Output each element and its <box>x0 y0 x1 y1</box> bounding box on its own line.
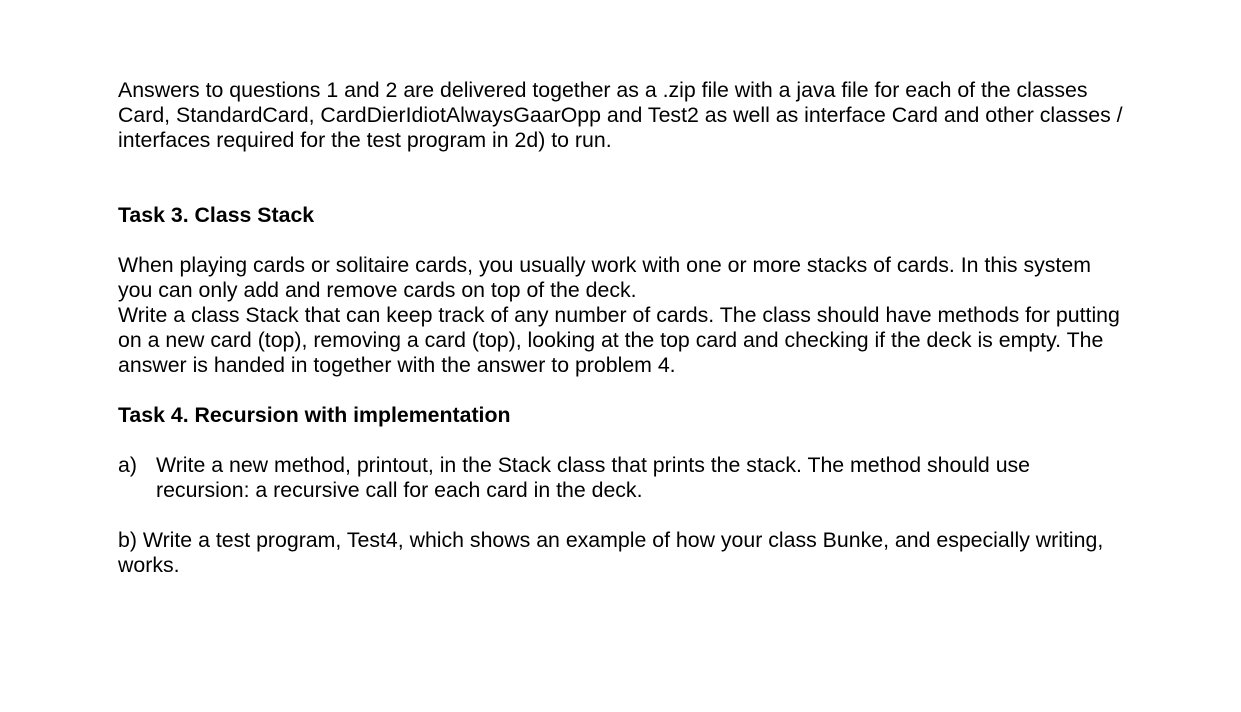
spacer <box>118 378 1123 403</box>
spacer <box>118 428 1123 453</box>
document-page <box>118 78 1123 578</box>
list-marker: a) <box>118 453 137 477</box>
task4-item-a <box>118 453 1123 503</box>
task3-paragraph-2: Write a class Stack that can keep track of any number of cards. The class should have methods for putting on a new card (top), removing a card (top), looking at the top card and checking if the deck is empty. The answer is handed in together with the answer to problem 4. <box>118 303 1120 377</box>
task3-heading: Task 3. Class Stack <box>118 203 315 227</box>
spacer <box>118 228 1123 253</box>
intro-paragraph: Answers to questions 1 and 2 are delivered together as a .zip file with a java file for each of the classes Card, StandardCard, CardDierIdiotAlwaysGaarOpp and Test2 as well as interface Card and other classes / interfaces required for the test program in 2d) to run. <box>118 78 1123 152</box>
task4-item-b: b) Write a test program, Test4, which shows an example of how your class Bunke, and especially writing, works. <box>118 528 1104 577</box>
task3-paragraph-1: When playing cards or solitaire cards, you usually work with one or more stacks of cards. In this system you can only add and remove cards on top of the deck. <box>118 253 1091 302</box>
list-item-text: Write a new method, printout, in the Stack class that prints the stack. The method should use recursion: a recursive call for each card in the deck. <box>156 453 1031 502</box>
spacer <box>118 503 1123 528</box>
task4-heading: Task 4. Recursion with implementation <box>118 403 511 427</box>
spacer <box>118 153 1123 203</box>
